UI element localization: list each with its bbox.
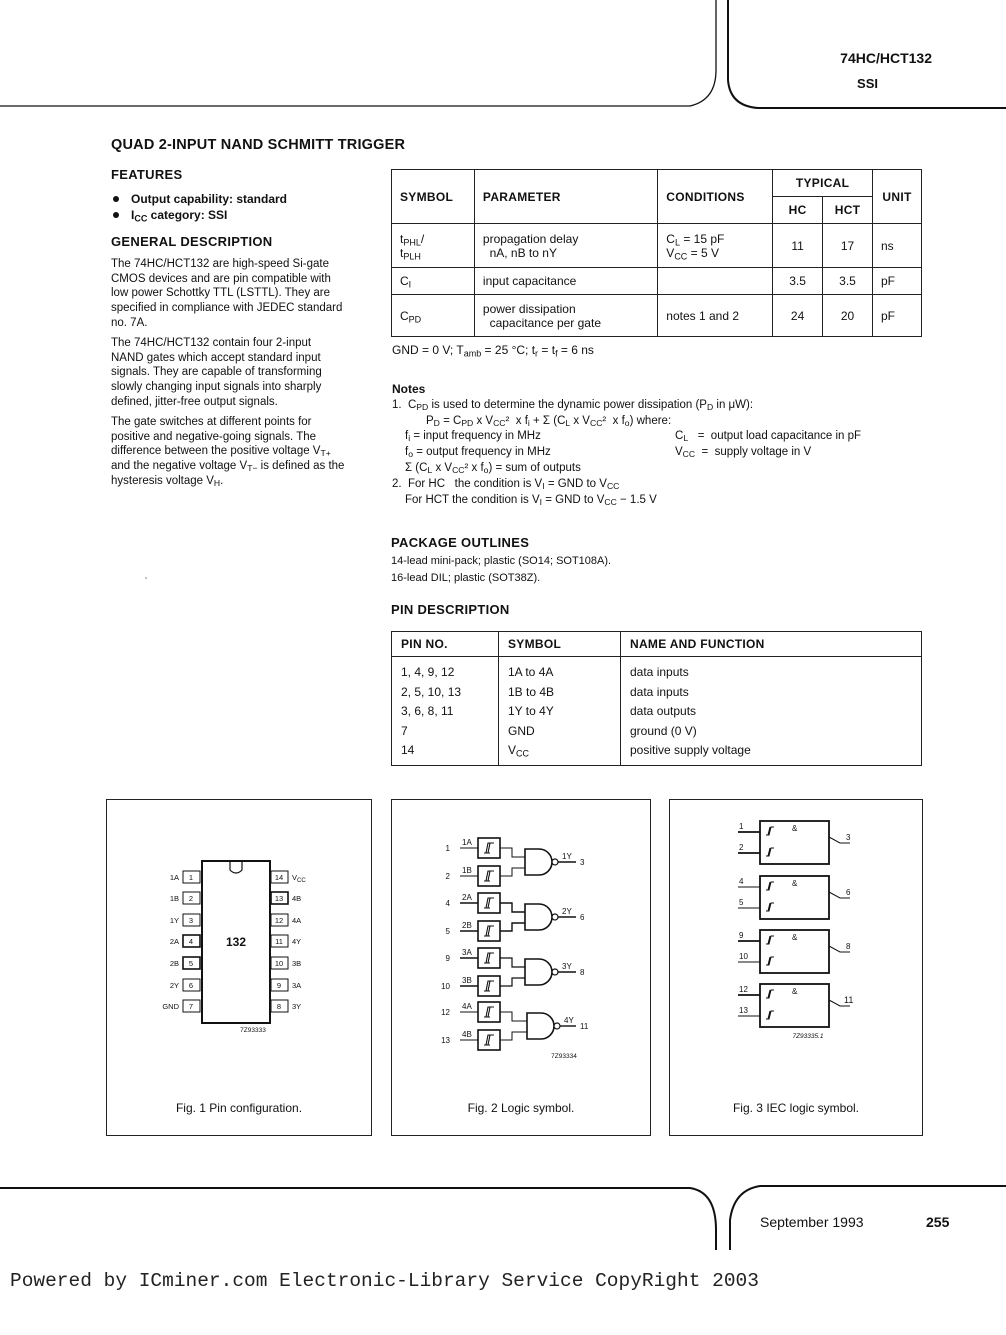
features-heading: FEATURES: [111, 167, 183, 182]
right-pins: [271, 871, 306, 1012]
table-footnote: GND = 0 V; $T_{amb} = 25$ °C; $t_r = t_f = 6$ ns: [392, 343, 594, 359]
cell-unit: ns: [872, 224, 921, 268]
gate-2: [446, 893, 585, 941]
svg-text:4Y: 4Y: [564, 1016, 574, 1025]
table-row: 14 $V_{CC}$ positive supply voltage: [392, 741, 922, 765]
svg-text:8: 8: [276, 1002, 282, 1011]
svg-text:3: 3: [580, 858, 585, 867]
svg-text:4A: 4A: [292, 916, 302, 925]
svg-text:1: 1: [739, 822, 744, 831]
svg-text:3A: 3A: [292, 981, 302, 990]
chip-label: 132: [225, 935, 247, 949]
cell-hc: 3.5: [773, 268, 823, 295]
svg-text:7: 7: [188, 1002, 194, 1011]
col-hct: HCT: [823, 197, 873, 224]
figure-code: 7Z93335.1: [792, 1033, 824, 1040]
figure-code: 7Z93333: [240, 1027, 266, 1034]
figure-pin-configuration: [106, 799, 372, 1136]
package-item: 16-lead DIL; plastic (SOT38Z).: [391, 572, 541, 584]
table-row: 2, 5, 10, 13 1B to 4B data inputs: [392, 683, 922, 703]
svg-text:&: &: [792, 879, 798, 888]
svg-text:4B: 4B: [292, 894, 302, 903]
svg-text:2A: 2A: [169, 937, 179, 946]
svg-text:6: 6: [188, 981, 194, 990]
svg-text:4: 4: [739, 877, 744, 886]
gate-3: [441, 948, 585, 996]
sum-of-outputs: Σ ($C_L$ x $V_{CC}^2$ x $f_o$) = sum of outputs: [405, 461, 581, 476]
svg-text:1B: 1B: [169, 894, 179, 903]
cell-parameter: input capacitance: [474, 268, 657, 295]
svg-text:3Y: 3Y: [562, 962, 572, 971]
svg-text:2B: 2B: [462, 921, 472, 930]
description-paragraph: The gate switches at different points for positive and negative-going signals. The difference between the positive voltage $V_{T+}$ and the negative voltage $V_{T-}$ is defined as the hysteresis voltage $V_H$.: [111, 416, 345, 488]
svg-text:1: 1: [445, 844, 450, 853]
note-1: 1. $C_{PD}$ is used to determine the dynamic power dissipation ($P_D$ in μW):: [392, 398, 754, 412]
svg-text:4Y: 4Y: [292, 937, 302, 946]
package-item: 14-lead mini-pack; plastic (SO14; SOT108A).: [391, 555, 612, 567]
gate-1: [446, 838, 585, 886]
svg-text:5: 5: [739, 898, 744, 907]
svg-text:9: 9: [445, 954, 450, 963]
svg-text:1A: 1A: [462, 838, 472, 847]
svg-text:4B: 4B: [462, 1030, 472, 1039]
svg-text:&: &: [792, 824, 798, 833]
svg-text:5: 5: [445, 927, 450, 936]
features-list: [111, 191, 346, 223]
svg-text:1: 1: [188, 873, 194, 882]
cell-conditions: $C_L = 15$ pF $V_{CC} = 5$ V: [658, 224, 773, 268]
note-2-line-2: For HCT the condition is $V_I$ = GND to $V_{CC} - 1.5$ V: [405, 493, 657, 507]
nand-schmitt-logic-diagram: [392, 800, 650, 1135]
svg-text:2: 2: [188, 894, 194, 903]
table-row: 7 GND ground (0 V): [392, 722, 922, 742]
notes-section: [392, 382, 932, 508]
powered-by-watermark: Powered by ICminer.com Electronic-Library Service CopyRight 2003: [10, 1270, 759, 1292]
svg-text:12: 12: [739, 985, 748, 994]
cell-conditions: [658, 268, 773, 295]
left-column: [111, 168, 346, 494]
figure-caption: Fig. 3 IEC logic symbol.: [732, 1101, 860, 1115]
svg-text:5: 5: [188, 959, 194, 968]
svg-text:4: 4: [445, 899, 450, 908]
col-unit: UNIT: [872, 170, 921, 224]
cell-hct: 17: [823, 224, 873, 268]
figure-caption: Fig. 2 Logic symbol.: [467, 1101, 575, 1115]
svg-text:&: &: [792, 987, 798, 996]
general-description-heading: GENERAL DESCRIPTION: [111, 233, 273, 249]
svg-text:2: 2: [739, 843, 744, 852]
cell-hct: 3.5: [823, 268, 873, 295]
cell-hc: 11: [773, 224, 823, 268]
note-2: 2. For HC the condition is $V_I$ = GND to $V_{CC}$: [392, 477, 620, 491]
cell-symbol: $C_{PD}$: [392, 295, 475, 337]
col-symbol: SYMBOL: [499, 632, 621, 657]
cell-parameter: power dissipation capacitance per gate: [474, 295, 657, 337]
svg-text:13: 13: [739, 1006, 748, 1015]
svg-text:VCC: $V_{CC}$: [292, 873, 306, 884]
cell-unit: pF: [872, 295, 921, 337]
formula-definitions: $f_i$ = input frequency in MHz $f_o$ = output frequency in MHz $C_L$ = output load capacitance in pF $V_{CC}$ = supply voltage in V: [405, 430, 862, 460]
svg-text:8: 8: [580, 968, 585, 977]
footer-date: September 1993: [760, 1214, 864, 1230]
table-row: [392, 268, 922, 295]
svg-text:9: 9: [739, 931, 744, 940]
description-paragraph: The 74HC/HCT132 contain four 2-input NAND gates which accept standard input signals. They are capable of transforming slowly changing input signals into sharply defined, jitter-free output signals.: [111, 337, 322, 408]
cell-symbol: $t_{PHL}/$ $t_{PLH}$: [392, 224, 475, 268]
svg-text:10: 10: [274, 959, 284, 968]
feature-item: Output capability: standard: [111, 191, 346, 207]
svg-text:1A: 1A: [169, 873, 179, 882]
svg-text:2: 2: [445, 872, 450, 881]
svg-text:6: 6: [846, 888, 851, 897]
svg-text:12: 12: [441, 1008, 450, 1017]
col-symbol: SYMBOL: [392, 170, 475, 224]
header-category: SSI: [857, 76, 878, 91]
table-row: 3, 6, 8, 11 1Y to 4Y data outputs: [392, 702, 922, 722]
svg-text:3B: 3B: [292, 959, 302, 968]
svg-text:3Y: 3Y: [292, 1002, 302, 1011]
cell-symbol: $C_I$: [392, 268, 475, 295]
col-pin-no: PIN NO.: [392, 632, 499, 657]
svg-text:2B: 2B: [169, 959, 179, 968]
cell-conditions: notes 1 and 2: [658, 295, 773, 337]
cell-hc: 24: [773, 295, 823, 337]
notes-heading: Notes: [392, 382, 426, 396]
svg-text:1Y: 1Y: [169, 916, 179, 925]
svg-text:4: 4: [188, 937, 194, 946]
document-title: QUAD 2-INPUT NAND SCHMITT TRIGGER: [111, 137, 406, 153]
figure-caption: Fig. 1 Pin configuration.: [175, 1101, 303, 1115]
table-row: 1, 4, 9, 12 1A to 4A data inputs: [392, 657, 922, 683]
feature-item: $I_{CC}$ category: SSI: [111, 207, 346, 223]
svg-text:3A: 3A: [462, 948, 472, 957]
typical-characteristics-table: [391, 169, 922, 337]
page-number: 255: [926, 1214, 950, 1230]
svg-text:2Y: 2Y: [169, 981, 179, 990]
col-parameter: PARAMETER: [474, 170, 657, 224]
svg-text:3: 3: [188, 916, 194, 925]
svg-text:14: 14: [274, 873, 284, 882]
svg-text:8: 8: [846, 942, 851, 951]
cell-unit: pF: [872, 268, 921, 295]
header-part-number: 74HC/HCT132: [840, 50, 932, 66]
svg-text:1B: 1B: [462, 866, 472, 875]
table-row: [392, 224, 922, 268]
svg-text:&: &: [792, 933, 798, 942]
svg-text:9: 9: [276, 981, 282, 990]
col-typical: TYPICAL: [773, 170, 873, 197]
svg-text:6: 6: [580, 913, 585, 922]
pin-description-heading: PIN DESCRIPTION: [391, 602, 510, 617]
svg-text:11: 11: [275, 937, 283, 946]
cell-parameter: propagation delay nA, nB to nY: [474, 224, 657, 268]
cell-hct: 20: [823, 295, 873, 337]
svg-text:13: 13: [274, 894, 284, 903]
gate-4: [441, 1002, 589, 1050]
svg-text:2Y: 2Y: [562, 907, 572, 916]
table-row: [392, 295, 922, 337]
svg-text:12: 12: [274, 916, 284, 925]
description-paragraph: The 74HC/HCT132 are high-speed Si-gate CMOS devices and are pin compatible with low power Schottky TTL (LSTTL). They are specified in compliance with JEDEC standard no. 7A.: [111, 258, 343, 329]
svg-text:2A: 2A: [462, 893, 472, 902]
svg-text:11: 11: [844, 995, 854, 1005]
svg-text:10: 10: [441, 982, 450, 991]
svg-text:3B: 3B: [462, 976, 472, 985]
figure-code: 7Z93334: [551, 1053, 577, 1060]
pin-description-table: [391, 631, 922, 766]
svg-text:4A: 4A: [462, 1002, 472, 1011]
svg-text:3: 3: [846, 833, 851, 842]
col-name-function: NAME AND FUNCTION: [621, 632, 922, 657]
package-outlines-section: [391, 534, 611, 587]
svg-text:1Y: 1Y: [562, 852, 572, 861]
power-formula: $P_D = C_{PD}$ x $V_{CC}^2$ x $f_i + \Sigma$ ($C_L$ x $V_{CC}^2$ x $f_o$) where:: [426, 414, 672, 428]
figure-iec-logic-symbol: [669, 799, 923, 1136]
iec-logic-diagram: [670, 800, 922, 1135]
dip-package-diagram: [107, 800, 371, 1135]
svg-text:10: 10: [739, 952, 748, 961]
col-conditions: CONDITIONS: [658, 170, 773, 224]
svg-text:GND: GND: [162, 1002, 179, 1011]
svg-text:11: 11: [580, 1022, 589, 1031]
package-outlines-heading: PACKAGE OUTLINES: [391, 535, 530, 550]
col-hc: HC: [773, 197, 823, 224]
left-pins: [162, 871, 200, 1012]
figure-logic-symbol: [391, 799, 651, 1136]
svg-text:13: 13: [441, 1036, 450, 1045]
